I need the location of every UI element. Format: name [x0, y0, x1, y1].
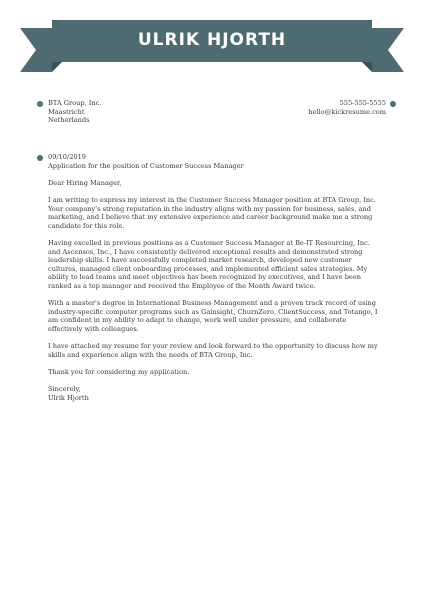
- paragraph-experience: Having excelled in previous positions as a Customer Success Manager at Be-IT Resourcing, Inc. and Ascensos, Inc., I have consistently delivered exceptional results and demonstrated strong leadership skills. I have successfully completed market research, developed new customer cultures, managed client onboarding processes, and implemented efficient sales strategies. My ability to lead teams and meet objectives has been recognized by executives, and I have been ranked as a top manager and received the Employee of the Month Award twice.: [48, 238, 370, 290]
- applicant-name: ULRIK HJORTH: [137, 30, 287, 50]
- bullet-dot-icon: [37, 155, 43, 161]
- paragraph-thanks: Thank you for considering my application.: [48, 367, 190, 376]
- sender-contact: [308, 99, 386, 116]
- bullet-dot-icon: [37, 101, 43, 107]
- recipient-country: Netherlands: [48, 116, 90, 125]
- letter-subject: Application for the position of Customer Success Manager: [48, 161, 244, 170]
- name-ribbon-banner: [0, 0, 424, 80]
- sender-email[interactable]: hello@kickresume.com: [308, 107, 386, 116]
- recipient-company: BTA Group, Inc.: [48, 99, 102, 107]
- letter-body: [48, 153, 378, 402]
- paragraph-intro: I am writing to express my interest in the Customer Success Manager position at BTA Group, Inc. Your company's strong reputation in the industry aligns with my passion for business, sales, and marketing, and I believe that my extensive experience and career background make me a strong candidate for this role.: [48, 195, 376, 230]
- sender-phone: 555-555-5555: [339, 99, 386, 107]
- ribbon-right-fold: [362, 62, 372, 72]
- signature: Ulrik Hjorth: [48, 393, 89, 402]
- closing: Sincerely,: [48, 385, 81, 394]
- contact-section: [0, 99, 424, 129]
- recipient-city: Maastricht: [48, 107, 85, 116]
- paragraph-education: With a master's degree in International Business Management and a proven track record of using industry-specific computer programs such as Gainsight, ChurnZero, ClientSuccess, and Totango, I am confident in my ability to adapt to change, work well under pressure, and collaborate effectively with colleagues.: [48, 299, 378, 333]
- paragraph-resume: I have attached my resume for your review and look forward to the opportunity to discuss how my skills and experience align with the needs of BTA Group, Inc.: [48, 342, 378, 359]
- ribbon-left-fold: [52, 62, 62, 72]
- bullet-dot-icon: [390, 101, 396, 107]
- recipient-address: [48, 99, 101, 125]
- letter-date: 09/10/2019: [48, 153, 87, 161]
- salutation: Dear Hiring Manager,: [48, 178, 122, 187]
